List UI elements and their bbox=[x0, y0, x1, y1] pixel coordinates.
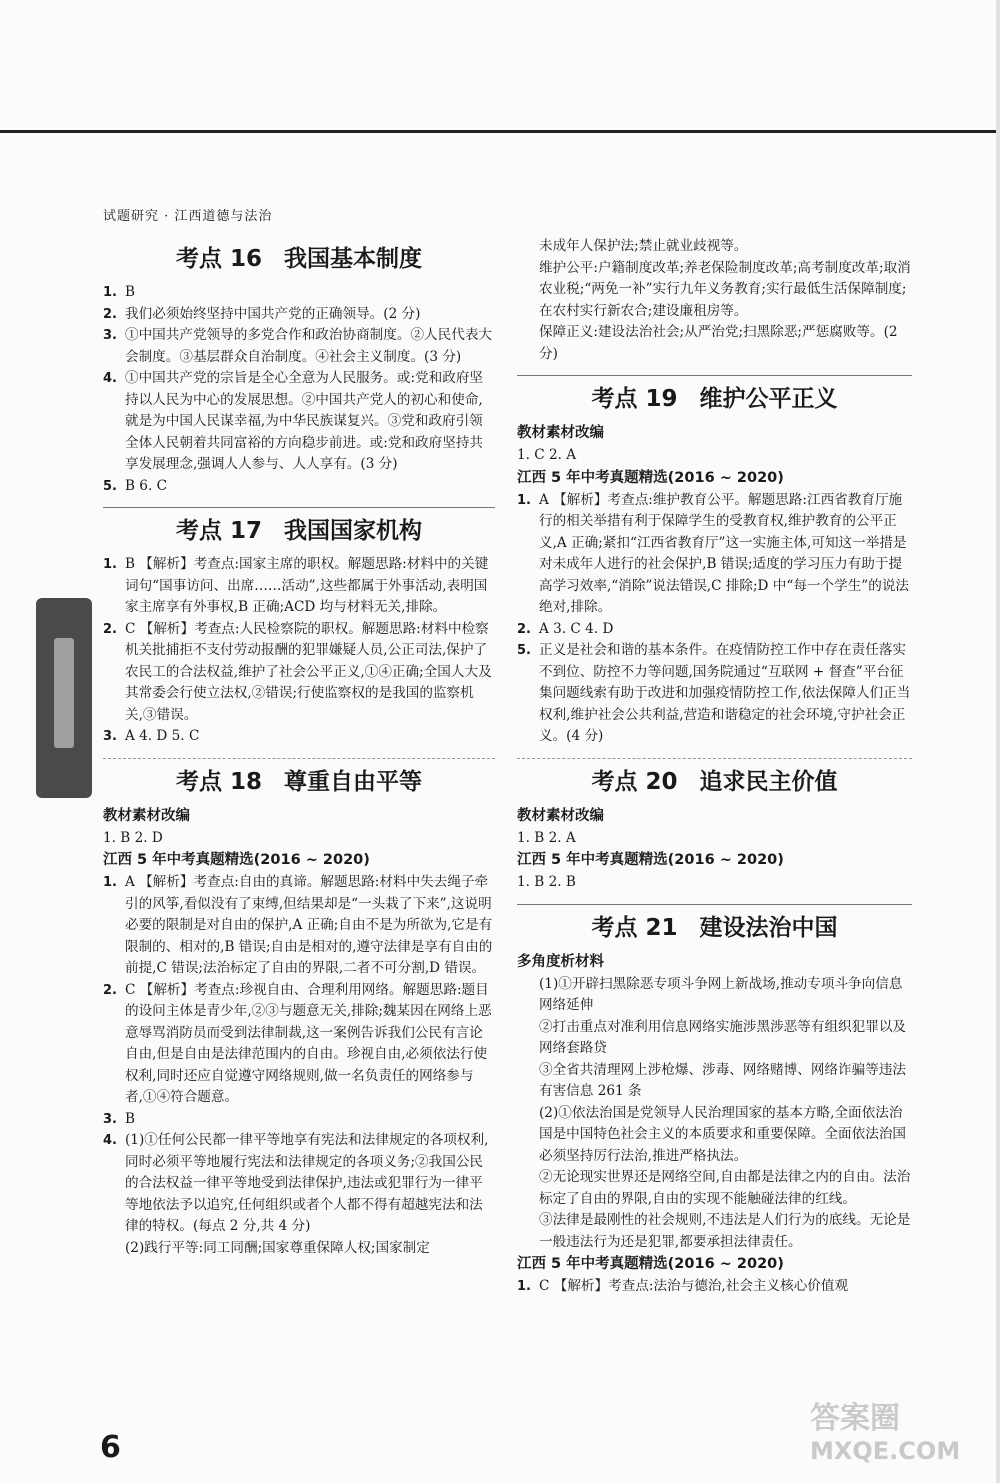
page-number: 6 bbox=[100, 1430, 121, 1465]
answer-paragraph: ③法律是最刚性的社会规则,不违法是人们行为的底线。无论是一般违法行为还是犯罪,都要承担法律责任。 bbox=[539, 1212, 911, 1250]
answer-item bbox=[103, 1130, 495, 1238]
item-number: 1. bbox=[517, 492, 531, 508]
subheading: 江西 5 年中考真题精选(2016 ~ 2020) bbox=[517, 469, 784, 486]
answer-list-17 bbox=[103, 554, 495, 748]
answer-list-19 bbox=[517, 490, 912, 748]
answer-line: 1. B 2. B bbox=[517, 874, 576, 890]
answer-item bbox=[517, 640, 912, 748]
answer-paragraph: 保障正义:建设法治社会;从严治党;扫黑除恶;严惩腐败等。(2 分) bbox=[539, 324, 898, 362]
answer-list-18 bbox=[103, 872, 495, 1238]
answer-list-16 bbox=[103, 282, 495, 497]
item-text: B 6. C bbox=[125, 477, 168, 494]
section-title-20: 考点 20 追求民主价值 bbox=[591, 768, 838, 795]
subheading: 江西 5 年中考真题精选(2016 ~ 2020) bbox=[103, 852, 370, 868]
item-text: A 4. D 5. C bbox=[125, 728, 200, 744]
item-number: 1. bbox=[103, 285, 117, 300]
answer-paragraph: (2)践行平等:同工同酬;国家尊重保障人权;国家制定 bbox=[125, 1239, 430, 1256]
item-text: A 3. C 4. D bbox=[539, 620, 614, 637]
section-divider bbox=[517, 375, 912, 376]
subheading: 教材素材改编 bbox=[517, 425, 604, 441]
section-divider bbox=[103, 507, 495, 508]
section-title-18: 考点 18 尊重自由平等 bbox=[175, 768, 422, 795]
page-edge bbox=[996, 0, 1000, 1483]
item-number: 2. bbox=[103, 621, 117, 637]
item-text: ①中国共产党的宗旨是全心全意为人民服务。或:党和政府坚持以人民为中心的发展思想。②中国共产党人的初心和使命,就是为中国人民谋幸福,为中华民族谋复兴。③党和政府引领全体人民朝着共同富裕的方向稳步前进。或:党和政府坚持共享发展理念,强调人人参与、人人享有。(3 分) bbox=[125, 370, 484, 472]
item-text: A 【解析】考查点:自由的真谛。解题思路:材料中失去绳子牵引的风筝,看似没有了束缚,但结果却是“一头栽了下来”,这说明必要的限制是对自由的保护,A 正确;自由不是为所欲为,它是有限制的、相对的,B 错误;自由是相对的,遵守法律是享有自由的前提,C 错误;法治标定了自由的界限,二者不可分割,D 错误。 bbox=[125, 874, 493, 976]
answer-paragraph: ③全省共清理网上涉枪爆、涉毒、网络赌博、网络诈骗等违法有害信息 261 条 bbox=[539, 1061, 907, 1099]
answer-item bbox=[103, 1109, 495, 1131]
item-text: C 【解析】考查点:珍视自由、合理利用网络。解题思路:题目的设问主体是青少年,②③与题意无关,排除;魏某因在网络上恶意辱骂消防员而受到法律制裁,这一案例告诉我们公民有言论自由,但是自由是法律范围内的自由。珍视自由,必须依法行使权利,同时还应自觉遵守网络规则,做一名负责任的网络参与者,①④符合题意。 bbox=[125, 981, 492, 1105]
top-rule bbox=[0, 130, 1000, 133]
answer-item bbox=[517, 619, 912, 641]
item-number: 2. bbox=[103, 982, 117, 998]
section-divider bbox=[517, 758, 912, 759]
item-text: B 【解析】考查点:国家主席的职权。解题思路:材料中的关键词句“国事访问、出席……活动”,这些都属于外事活动,表明国家主席享有外事权,B 正确;ACD 均与材料无关,排除。 bbox=[125, 556, 489, 615]
subheading: 江西 5 年中考真题精选(2016 ~ 2020) bbox=[517, 1256, 784, 1272]
item-number: 4. bbox=[103, 371, 117, 386]
watermark-logo bbox=[810, 1400, 980, 1470]
answer-paragraph: ②打击重点对准利用信息网络实施涉黑涉恶等有组织犯罪以及网络套路贷 bbox=[539, 1018, 907, 1056]
answer-paragraph: 维护公平:户籍制度改革;养老保险制度改革;高考制度改革;取消农业税;“两免一补”实行九年义务教育;实行最低生活保障制度;在农村实行新农合;建设廉租房等。 bbox=[539, 259, 911, 319]
answer-item bbox=[103, 304, 495, 326]
section-divider bbox=[103, 758, 495, 759]
answer-item bbox=[103, 872, 495, 980]
answer-paragraph: ②无论现实世界还是网络空间,自由都是法律之内的自由。法治标定了自由的界限,自由的实现不能触碰法律的红线。 bbox=[539, 1169, 911, 1207]
item-number: 3. bbox=[103, 328, 117, 343]
section-title-16: 考点 16 我国基本制度 bbox=[175, 246, 422, 272]
answer-line: 1. B 2. A bbox=[517, 829, 576, 846]
subheading: 多角度析材料 bbox=[517, 953, 604, 970]
item-text: B bbox=[125, 284, 135, 300]
item-text: (1)①任何公民都一律平等地享有宪法和法律规定的各项权利,同时必须平等地履行宪法和法律规定的各项义务;②我国公民的合法权益一律平等地受到法律保护,违法或犯罪行为一律平等地依法予以追究,任何组织或者个人都不得有超越宪法和法律的特权。(每点 2 分,共 4 分) bbox=[125, 1132, 489, 1234]
answer-item bbox=[103, 726, 495, 748]
answer-item bbox=[103, 325, 495, 368]
side-tab bbox=[36, 598, 92, 798]
answer-paragraph: (2)①依法治国是党领导人民治理国家的基本方略,全面依法治国是中国特色社会主义的本质要求和重要保障。全面依法治国必须坚持厉行法治,推进严格执法。 bbox=[539, 1104, 907, 1164]
subheading: 教材素材改编 bbox=[103, 807, 190, 824]
item-number: 2. bbox=[103, 306, 117, 322]
answer-paragraph: 未成年人保护法;禁止就业歧视等。 bbox=[539, 238, 748, 254]
answer-item bbox=[517, 490, 912, 619]
subheading: 江西 5 年中考真题精选(2016 ~ 2020) bbox=[517, 852, 784, 868]
answer-line: 1. C 2. A bbox=[517, 447, 577, 463]
item-number: 2. bbox=[517, 621, 531, 637]
answer-item bbox=[103, 554, 495, 619]
watermark-text: 答案圈 bbox=[810, 1401, 900, 1436]
answer-item bbox=[103, 282, 495, 304]
answer-line: 1. B 2. D bbox=[103, 829, 163, 846]
item-text: ①中国共产党领导的多党合作和政治协商制度。②人民代表大会制度。③基层群众自治制度。④社会主义制度。(3 分) bbox=[125, 327, 493, 365]
right-column bbox=[517, 236, 912, 1298]
answer-item bbox=[103, 368, 495, 476]
item-number: 4. bbox=[103, 1133, 117, 1148]
left-column bbox=[103, 236, 495, 1259]
running-header: 试题研究 · 江西道德与法治 bbox=[103, 209, 273, 224]
item-number: 1. bbox=[103, 557, 117, 572]
section-title-19: 考点 19 维护公平正义 bbox=[591, 386, 838, 412]
item-number: 3. bbox=[103, 729, 117, 744]
section-divider bbox=[517, 904, 912, 905]
section-title-21: 考点 21 建设法治中国 bbox=[591, 914, 838, 941]
item-text: A 【解析】考查点:维护教育公平。解题思路:江西省教育厅施行的相关举措有利于保障学生的受教育权,维护教育的公平正义,A 正确;紧扣“江西省教育厅”这一实施主体,可知这一举措是对未成年人进行的社会保护,B 错误;适度的学习压力有助于提高学习效率,“消除”说法错误,C 排除;D 中“每一个学生”的说法绝对,排除。 bbox=[539, 491, 910, 615]
answer-item bbox=[103, 619, 495, 727]
answer-item bbox=[103, 476, 495, 498]
item-number: 5. bbox=[103, 478, 117, 494]
answer-item bbox=[103, 980, 495, 1109]
answer-paragraph: (1)①开辟扫黑除恶专项斗争网上新战场,推动专项斗争向信息网络延伸 bbox=[539, 975, 903, 1013]
answer-item: 1. C 【解析】考查点:法治与德治,社会主义核心价值观 bbox=[517, 1278, 849, 1294]
subheading: 教材素材改编 bbox=[517, 807, 604, 824]
item-text: 正义是社会和谐的基本条件。在疫情防控工作中存在责任落实不到位、防控不力等问题,国务院通过“互联网 + 督查”平台征集问题线索有助于改进和加强疫情防控工作,依法保障人们正当权利,维护社会公共利益,营造和谐稳定的社会环境,守护社会正义。(4 分) bbox=[539, 642, 911, 744]
item-number: 3. bbox=[103, 1111, 117, 1127]
item-text: B bbox=[125, 1110, 135, 1127]
side-tab-mark bbox=[54, 638, 74, 748]
item-number: 5. bbox=[517, 643, 531, 658]
section-title-17: 考点 17 我国国家机构 bbox=[175, 518, 422, 544]
item-text: C 【解析】考查点:人民检察院的职权。解题思路:材料中检察机关批捕拒不支付劳动报酬的犯罪嫌疑人员,公正司法,保护了农民工的合法权益,维护了社会公平正义,①④正确;全国人大及其常委会行使立法权,②错误;行使监察权的是我国的监察机关,③错误。 bbox=[125, 620, 492, 723]
watermark-url: MXQE.COM bbox=[810, 1437, 961, 1465]
item-number: 1. bbox=[103, 875, 117, 890]
item-text: 我们必须始终坚持中国共产党的正确领导。(2 分) bbox=[125, 305, 421, 322]
